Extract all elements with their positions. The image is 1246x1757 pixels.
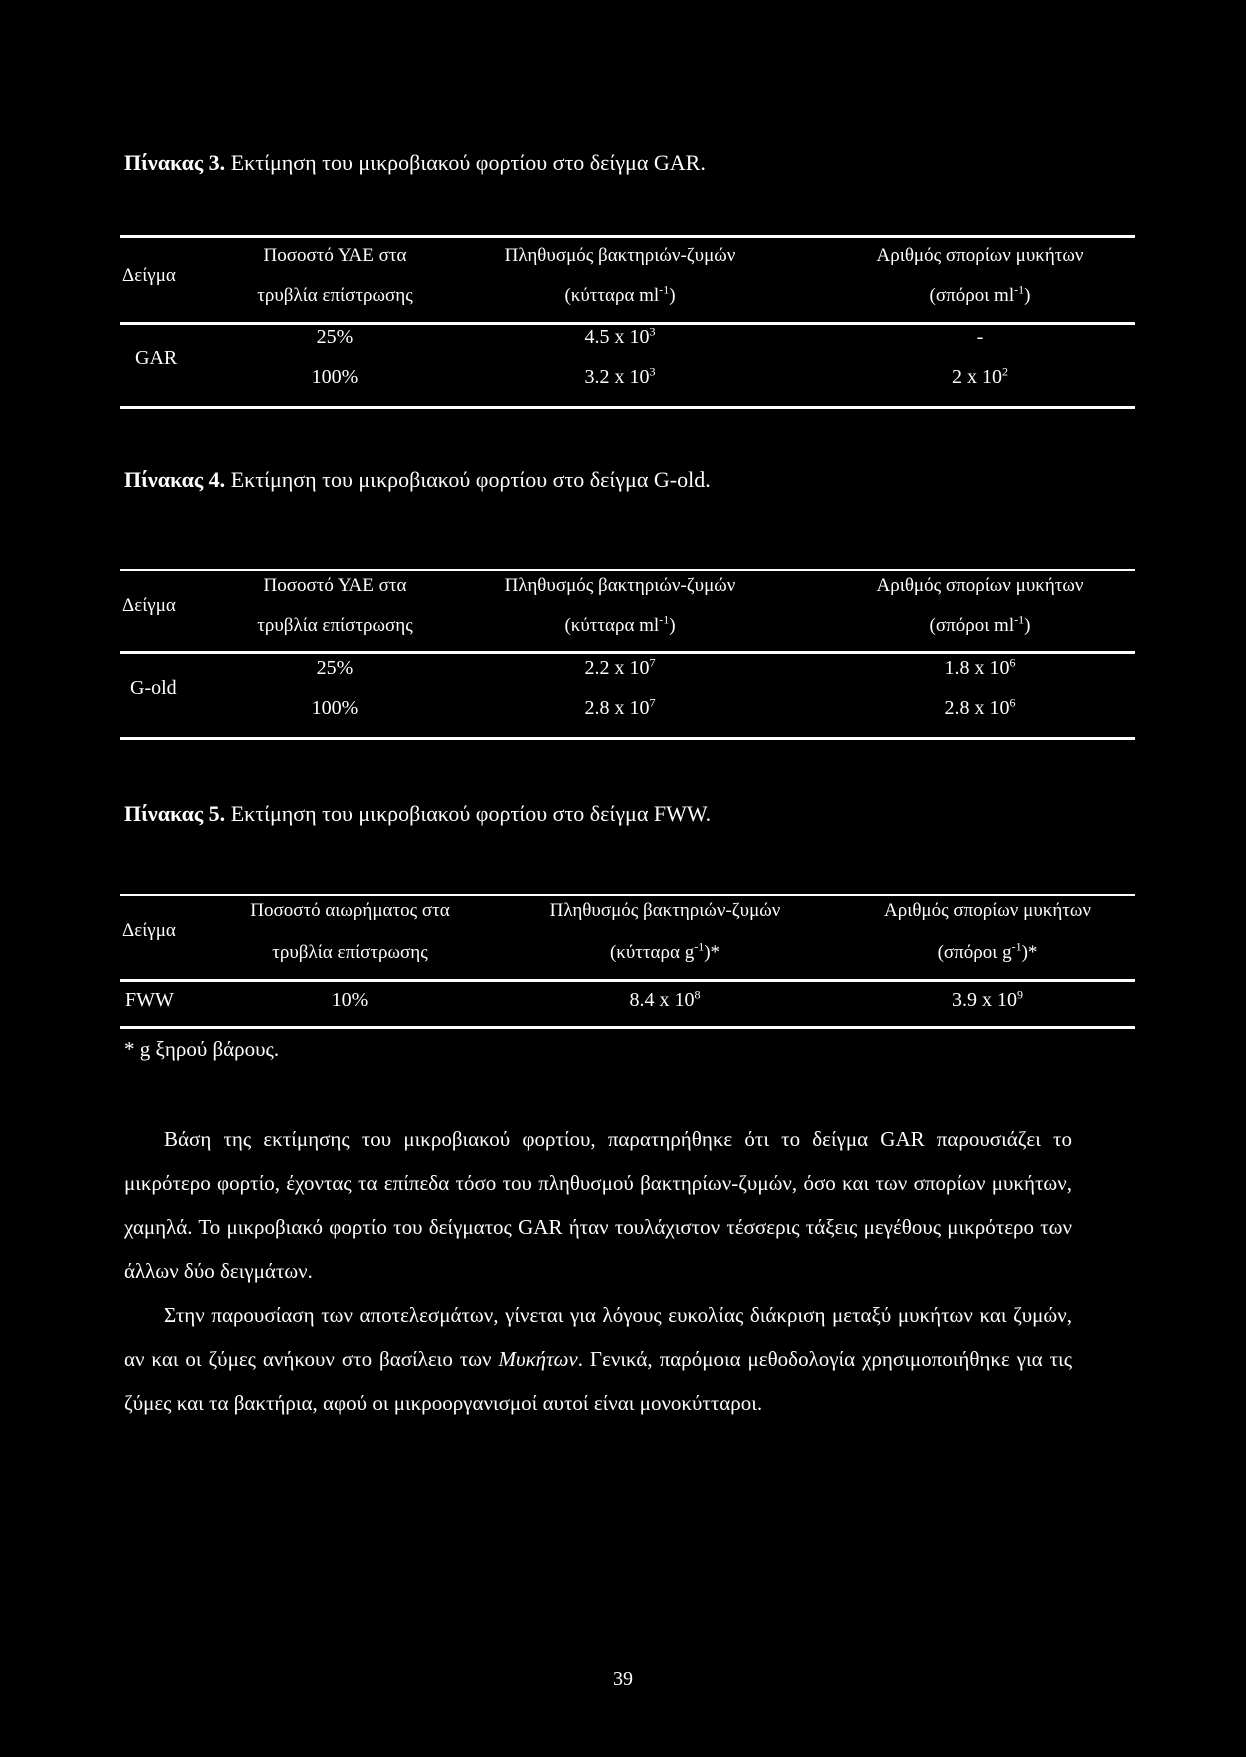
table4-row2-fungi: 2.8 x $10^6$ bbox=[944, 695, 1016, 719]
table4-top-rule bbox=[120, 569, 1135, 571]
table5-caption bbox=[124, 801, 711, 827]
table5-header-pct-line2: τρυβλία επίστρωσης bbox=[272, 942, 428, 963]
table3-row1-pct: 25% bbox=[316, 326, 354, 348]
paragraph-2: Στην παρουσίαση των αποτελεσμάτων, γίνεται για λόγους ευκολίας διάκριση μεταξύ μυκήτων και ζυμών, αν και οι ζύμες ανήκουν στο βασίλειο των Μυκήτων. Γενικά, παρόμοια μεθοδολογία χρησιμοποιήθηκε για τις ζύμες και τα βακτήρια, αφού οι μικροοργανισμοί αυτοί είναι μονοκύτταροι. bbox=[124, 1303, 1073, 1415]
table3-header-fungi-line1: Αριθμός σπορίων μυκήτων bbox=[876, 245, 1084, 266]
paragraph-1: Βάση της εκτίμησης του μικροβιακού φορτίου, παρατηρήθηκε ότι το δείγμα GAR παρουσιάζει το μικρότερο φορτίο, έχοντας τα επίπεδα τόσο του πληθυσμού βακτηρίων-ζυμών, όσο και των σπορίων μυκήτων, χαμηλά. Το μικροβιακό φορτίο του δείγματος GAR ήταν τουλάχιστον τέσσερις τάξεις μεγέθους μικρότερο των άλλων δύο δειγμάτων. bbox=[124, 1127, 1072, 1283]
table4-header-sample: Δείγμα bbox=[122, 595, 176, 616]
table3-row1-bact: 4.5 x $10^3$ bbox=[584, 324, 656, 348]
table5-header-bact-line2: (κύτταρα $g^{-1})*$ bbox=[609, 939, 721, 963]
table5-header-bact-line1: Πληθυσμός βακτηριών-ζυμών bbox=[549, 900, 781, 921]
table3-header-rule bbox=[120, 322, 1135, 325]
table5-row1-bact: 8.4 x $10^8$ bbox=[629, 987, 701, 1011]
table3-header-pct-line1: Ποσοστό ΥΑΕ στα bbox=[263, 245, 407, 266]
table4-row2-bact: 2.8 x $10^7$ bbox=[584, 695, 656, 719]
table5-header-fungi-line1: Αριθμός σπορίων μυκήτων bbox=[884, 900, 1091, 921]
table4-bottom-rule bbox=[120, 737, 1135, 740]
table4-row2-pct: 100% bbox=[311, 697, 359, 719]
table3 bbox=[120, 230, 1135, 420]
table3-caption bbox=[124, 150, 706, 176]
table4-caption-label: Πίνακας 4. bbox=[124, 467, 226, 492]
table5-caption-label: Πίνακας 5. bbox=[124, 801, 226, 826]
table4-caption-text: Εκτίμηση του μικροβιακού φορτίου στο δείγμα G-old. bbox=[225, 467, 711, 492]
table3-bottom-rule bbox=[120, 406, 1135, 409]
table3-row2-fungi: 2 x $10^2$ bbox=[952, 364, 1008, 388]
table4-row1-pct: 25% bbox=[316, 657, 354, 679]
table4-row1-bact: 2.2 x $10^7$ bbox=[584, 655, 656, 679]
table5-top-rule bbox=[120, 894, 1135, 896]
table4-header-bact-line1: Πληθυσμός βακτηριών-ζυμών bbox=[504, 575, 736, 596]
table5-row1-fungi: 3.9 x $10^9$ bbox=[952, 987, 1023, 1011]
table4 bbox=[120, 565, 1135, 755]
table4-caption bbox=[124, 467, 711, 493]
table5-caption-text: Εκτίμηση του μικροβιακού φορτίου στο δείγμα FWW. bbox=[225, 801, 712, 826]
table5-bottom-rule bbox=[120, 1026, 1135, 1029]
table4-header-fungi-line1: Αριθμός σπορίων μυκήτων bbox=[876, 575, 1084, 596]
table5-header-rule bbox=[120, 979, 1135, 982]
table5-sample: FWW bbox=[125, 989, 174, 1011]
table4-header-pct-line1: Ποσοστό ΥΑΕ στα bbox=[263, 575, 407, 596]
table4-header-rule bbox=[120, 651, 1135, 654]
table4-header-fungi-line2: (σπόροι $ml^{-1}$) bbox=[929, 612, 1031, 636]
table3-row1-fungi: - bbox=[976, 326, 984, 348]
italic-term: Μυκήτων bbox=[498, 1347, 578, 1371]
table3-caption-text: Εκτίμηση του μικροβιακού φορτίου στο δείγμα GAR. bbox=[225, 150, 706, 175]
table5 bbox=[120, 890, 1135, 1040]
table3-header-fungi-line2: (σπόροι $ml^{-1}$) bbox=[929, 282, 1031, 306]
table5-header-pct-line1: Ποσοστό αιωρήματος στα bbox=[250, 900, 450, 921]
body-text bbox=[124, 1117, 1072, 1425]
table3-header-pct-line2: τρυβλία επίστρωσης bbox=[257, 285, 413, 306]
table3-header-sample: Δείγμα bbox=[122, 265, 176, 286]
table3-top-rule bbox=[120, 235, 1135, 238]
table4-sample: G-old bbox=[130, 677, 177, 699]
footnote: * g ξηρού βάρους. bbox=[124, 1037, 280, 1061]
table3-header-bact-line2: (κύτταρα $ml^{-1}$) bbox=[564, 282, 676, 306]
table3-header-bact-line1: Πληθυσμός βακτηριών-ζυμών bbox=[504, 245, 736, 266]
table4-row1-fungi: 1.8 x $10^6$ bbox=[944, 655, 1016, 679]
table3-caption-label: Πίνακας 3. bbox=[124, 150, 226, 175]
table4-header-bact-line2: (κύτταρα $ml^{-1}$) bbox=[564, 612, 676, 636]
table5-row1-pct: 10% bbox=[331, 989, 369, 1011]
table3-row2-bact: 3.2 x $10^3$ bbox=[584, 364, 656, 388]
table4-header-pct-line2: τρυβλία επίστρωσης bbox=[257, 615, 413, 636]
table3-row2-pct: 100% bbox=[311, 366, 359, 388]
table5-header-fungi-line2: (σπόροι $g^{-1})*$ bbox=[937, 939, 1038, 963]
page-number: 39 bbox=[613, 1668, 633, 1690]
table3-sample: GAR bbox=[135, 347, 178, 369]
table5-header-sample: Δείγμα bbox=[122, 920, 176, 941]
